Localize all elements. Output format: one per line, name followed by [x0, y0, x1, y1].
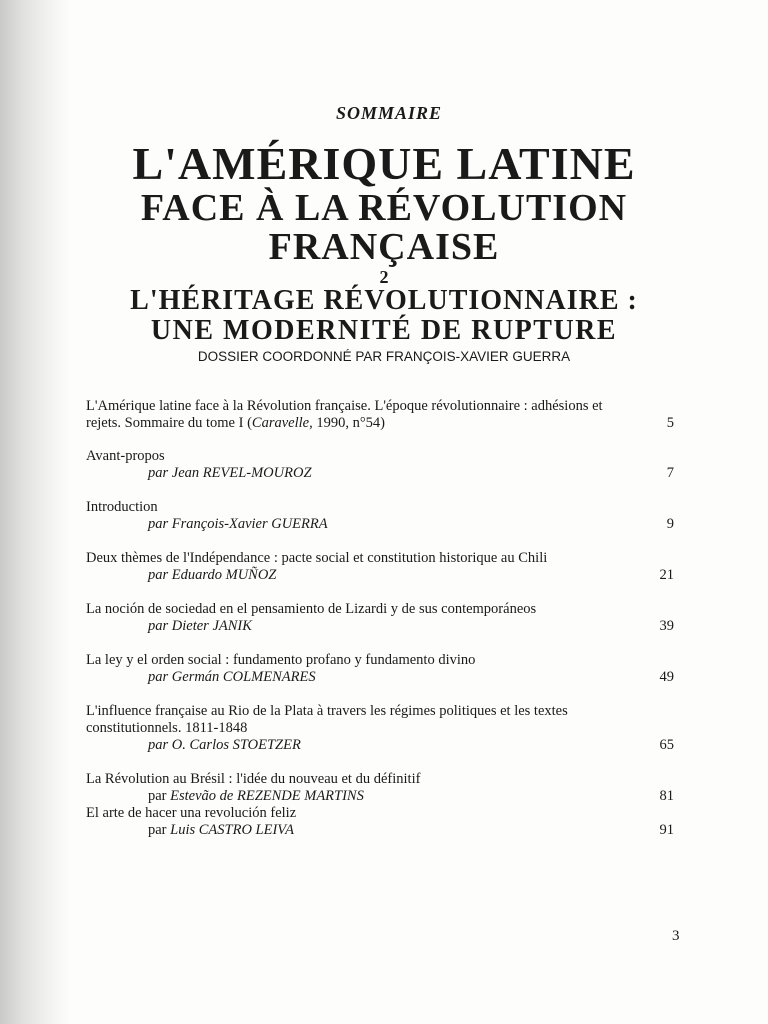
toc-entry-title: La noción de sociedad en el pensamiento de Lizardi y de sus contemporáneos	[86, 601, 537, 617]
toc-entry	[86, 805, 686, 839]
toc-entry-author: par Dieter JANIK	[148, 618, 252, 634]
volume-number: 2	[379, 267, 389, 287]
toc-entry	[86, 398, 686, 432]
toc-entry-author: par Germán COLMENARES	[148, 669, 316, 685]
toc-entry	[86, 448, 686, 482]
toc-entry-title: Avant-propos	[86, 448, 165, 464]
title-line-1: L'AMÉRIQUE LATINE	[132, 138, 636, 189]
sommaire-heading: SOMMAIRE	[335, 103, 443, 123]
toc-page-number: 5	[666, 415, 674, 431]
toc-page-number: 39	[659, 618, 674, 634]
toc-entry	[86, 703, 686, 754]
toc-page-number: 65	[659, 737, 674, 753]
toc-entry-title: La ley y el orden social : fundamento profano y fundamento divino	[86, 652, 476, 668]
subtitle-line-1: L'HÉRITAGE RÉVOLUTIONNAIRE :	[130, 285, 638, 316]
toc-entry-title: Deux thèmes de l'Indépendance : pacte social et constitution historique au Chili	[86, 550, 548, 566]
toc-entry-title: La Révolution au Brésil : l'idée du nouveau et du définitif	[86, 771, 421, 787]
toc-entry-title: Introduction	[86, 499, 158, 515]
toc-entry-author: par Jean REVEL-MOUROZ	[148, 465, 312, 481]
toc-entry-title: L'Amérique latine face à la Révolution française. L'époque révolutionnaire : adhésions et rejets. Sommaire du tome I (Caravelle, 1990, n°54)	[86, 398, 603, 431]
toc-entry	[86, 771, 686, 805]
toc-page-number: 49	[659, 669, 674, 685]
toc-entry-title: L'influence française au Rio de la Plata à travers les régimes politiques et les textes constitutionnels. 1811-1848	[86, 703, 568, 736]
title-line-3: FRANÇAISE	[268, 226, 500, 268]
title-block	[60, 140, 708, 366]
table-of-contents	[86, 398, 686, 839]
toc-entry-author: par Eduardo MUÑOZ	[148, 567, 277, 583]
toc-page-number: 81	[659, 788, 674, 804]
toc-entry-title: El arte de hacer una revolución feliz	[86, 805, 297, 821]
coordinator-line: DOSSIER COORDONNÉ PAR FRANÇOIS-XAVIER GUERRA	[197, 349, 571, 364]
toc-entry-author: par Luis CASTRO LEIVA	[148, 822, 294, 838]
toc-entry	[86, 499, 686, 533]
title-line-2: FACE À LA RÉVOLUTION	[140, 187, 628, 229]
toc-entry-author: par Estevão de REZENDE MARTINS	[148, 788, 364, 804]
page-folio-number: 3	[672, 928, 680, 944]
toc-page-number: 91	[659, 822, 674, 838]
toc-page-number: 9	[666, 516, 674, 532]
toc-page-number: 21	[659, 567, 674, 583]
toc-page-number: 7	[666, 465, 674, 481]
subtitle-line-2: UNE MODERNITÉ DE RUPTURE	[150, 315, 618, 346]
toc-entry	[86, 601, 686, 635]
toc-entry	[86, 550, 686, 584]
toc-entry	[86, 652, 686, 686]
toc-entry-author: par François-Xavier GUERRA	[148, 516, 328, 532]
toc-entry-author: par O. Carlos STOETZER	[148, 737, 301, 753]
